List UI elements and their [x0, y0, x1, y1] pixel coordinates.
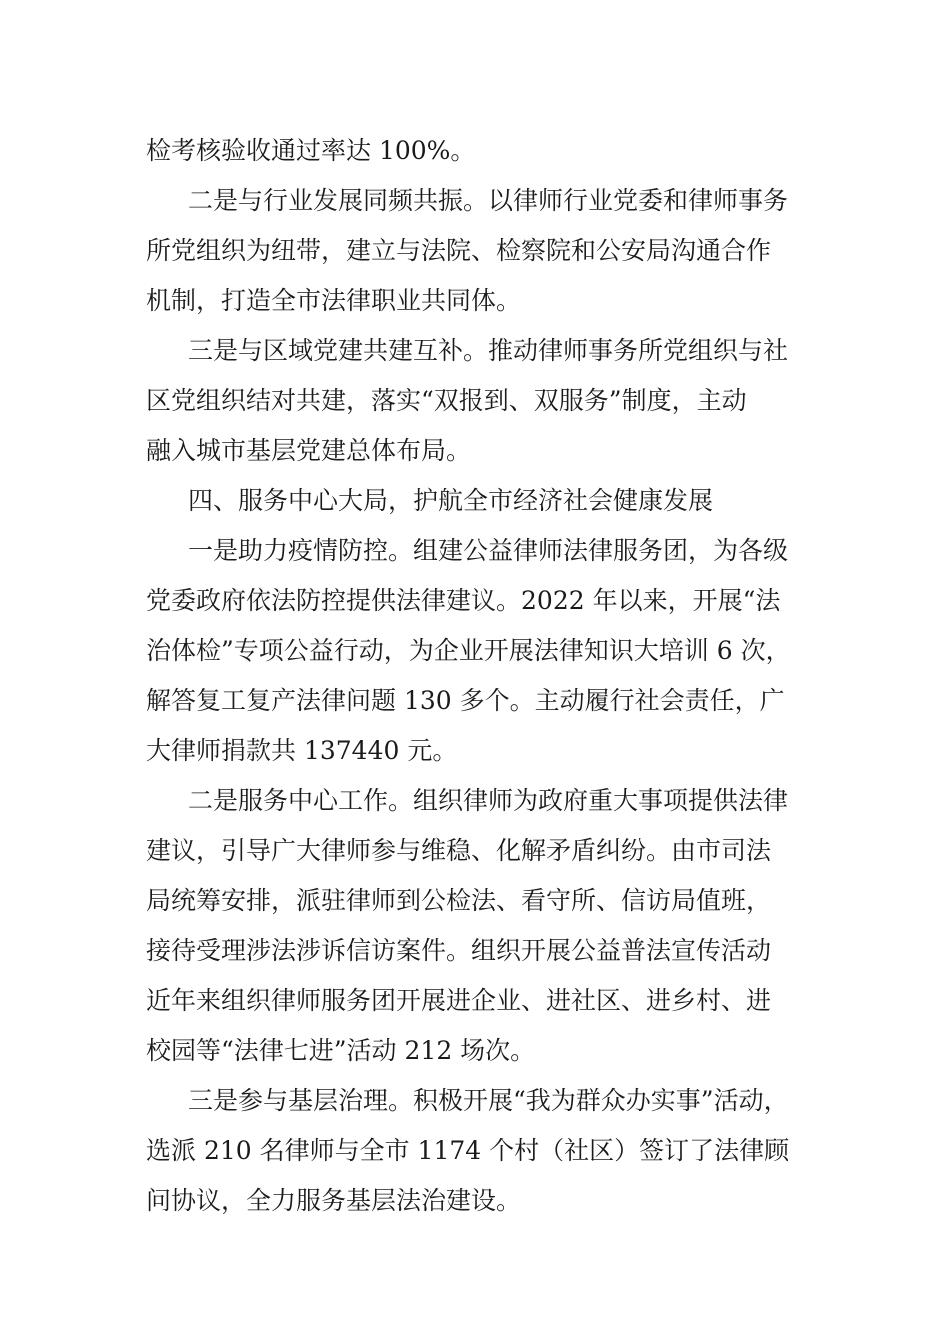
- paragraph-2-line-3: 机制，打造全市法律职业共同体。: [146, 286, 522, 315]
- paragraph-3-line-2: 区党组织结对共建，落实“双报到、双服务”制度，主动: [146, 386, 747, 415]
- paragraph-4-line-3: 治体检”专项公益行动，为企业开展法律知识大培训 6 次，: [146, 636, 791, 665]
- paragraph-5-line-6: 校园等“法律七进”活动 212 场次。: [146, 1036, 536, 1065]
- paragraph-6-line-1: 三是参与基层治理。积极开展“我为群众办实事”活动，: [188, 1086, 789, 1115]
- paragraph-6-line-3: 问协议，全力服务基层法治建设。: [146, 1186, 522, 1215]
- paragraph-4-line-5: 大律师捐款共 137440 元。: [146, 736, 458, 765]
- paragraph-4-line-2: 党委政府依法防控提供法律建议。2022 年以来，开展“法: [146, 586, 781, 615]
- paragraph-5-line-5: 近年来组织律师服务团开展进企业、进社区、进乡村、进: [146, 986, 772, 1015]
- paragraph-5-line-3: 局统筹安排，派驻律师到公检法、看守所、信访局值班，: [146, 886, 772, 915]
- paragraph-3-line-1: 三是与区域党建共建互补。推动律师事务所党组织与社: [188, 336, 789, 365]
- paragraph-3-line-3: 融入城市基层党建总体布局。: [146, 436, 472, 465]
- paragraph-5-line-1: 二是服务中心工作。组织律师为政府重大事项提供法律: [188, 786, 789, 815]
- paragraph-6-line-2: 选派 210 名律师与全市 1174 个村（社区）签订了法律顾: [146, 1136, 790, 1165]
- text-line-1: 检考核验收通过率达 100%。: [146, 136, 476, 165]
- paragraph-4-line-4: 解答复工复产法律问题 130 多个。主动履行社会责任，广: [146, 686, 785, 715]
- paragraph-5-line-4: 接待受理涉法涉诉信访案件。组织开展公益普法宣传活动: [146, 936, 772, 965]
- paragraph-5-line-2: 建议，引导广大律师参与维稳、化解矛盾纠纷。由市司法: [146, 836, 772, 865]
- paragraph-4-line-1: 一是助力疫情防控。组建公益律师法律服务团，为各级: [188, 536, 789, 565]
- paragraph-2-line-1: 二是与行业发展同频共振。以律师行业党委和律师事务: [188, 186, 789, 215]
- section-heading: 四、服务中心大局，护航全市经济社会健康发展: [188, 486, 714, 515]
- paragraph-2-line-2: 所党组织为纽带，建立与法院、检察院和公安局沟通合作: [146, 236, 772, 265]
